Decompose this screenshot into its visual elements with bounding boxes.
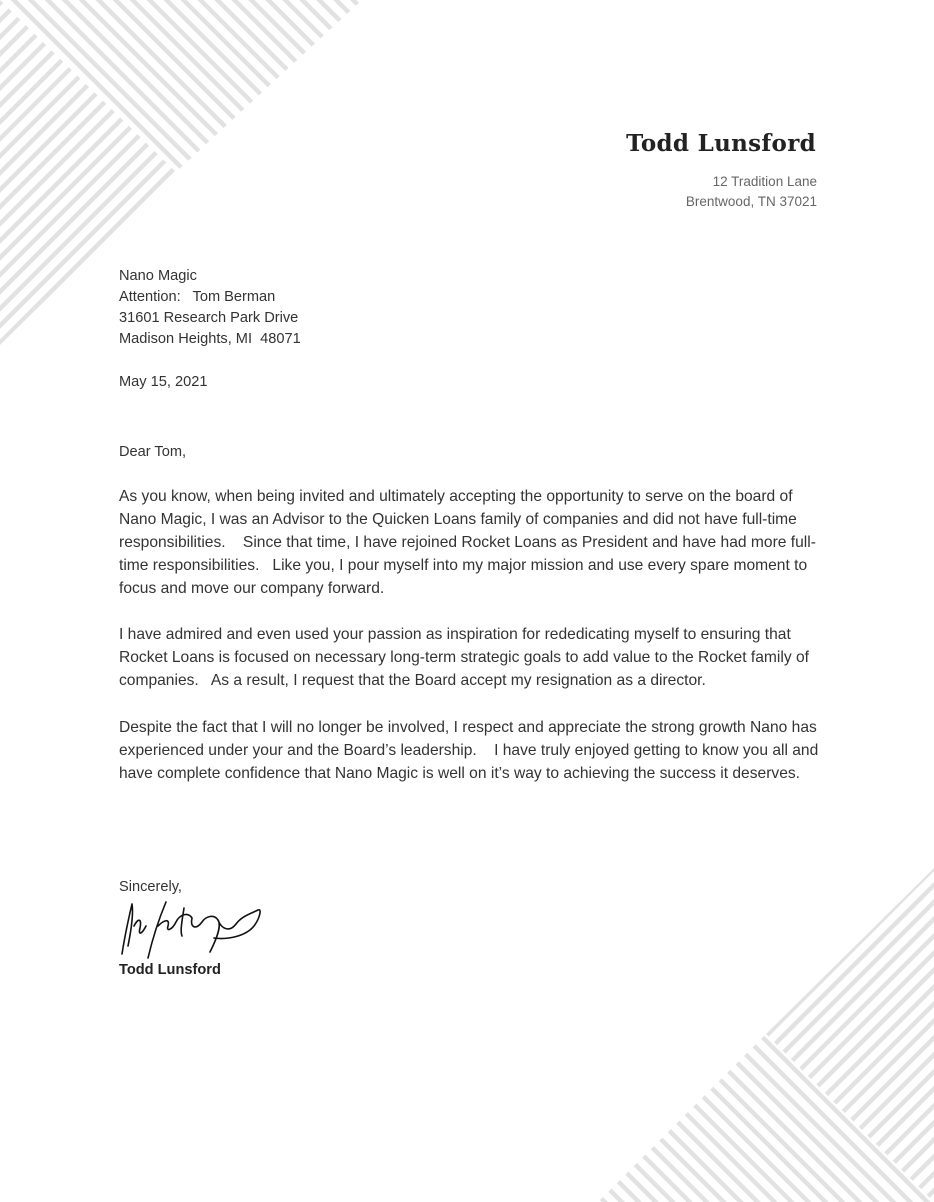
body-paragraph: I have admired and even used your passion as inspiration for rededicating myself to ensuring that Rocket Loans is focused on necessary long-term strategic goals to add value to the Rocket family of companies. As a result, I request that the Board accept my resignation as a director. [119,626,814,689]
handwritten-signature [118,896,268,962]
recipient-street: 31601 Research Park Drive [119,310,299,326]
recipient-company: Nano Magic [119,268,197,284]
closing: Sincerely, [119,879,182,895]
signature-name: Todd Lunsford [119,962,221,978]
recipient-city: Madison Heights, MI 48071 [119,331,301,347]
body-paragraph: As you know, when being invited and ultimately accepting the opportunity to serve on the board of Nano Magic, I was an Advisor to the Quicken Loans family of companies and did not have full-time responsibilities. Since that time, I have rejoined Rocket Loans as President and have had more full-time responsibilities. Like you, I pour myself into my major mission and use every spare moment to focus and move our company forward. [119,488,816,597]
body-paragraph: Despite the fact that I will no longer be involved, I respect and appreciate the strong growth Nano has experienced under your and the Board’s leadership. I have truly enjoyed getting to know you all and have complete confidence that Nano Magic is well on it’s way to achieving the success it deserves. [119,719,823,782]
sender-name: Todd Lunsford [626,130,816,157]
recipient-address [119,266,301,350]
sender-address-line2: Brentwood, TN 37021 [685,193,817,209]
sender-address-line1: 12 Tradition Lane [712,174,817,189]
letter-date: May 15, 2021 [119,374,208,390]
sender-address [686,172,817,211]
salutation: Dear Tom, [119,444,187,460]
bottom-right-stripes [598,868,934,1202]
recipient-attention: Attention: Tom Berman [119,289,276,305]
